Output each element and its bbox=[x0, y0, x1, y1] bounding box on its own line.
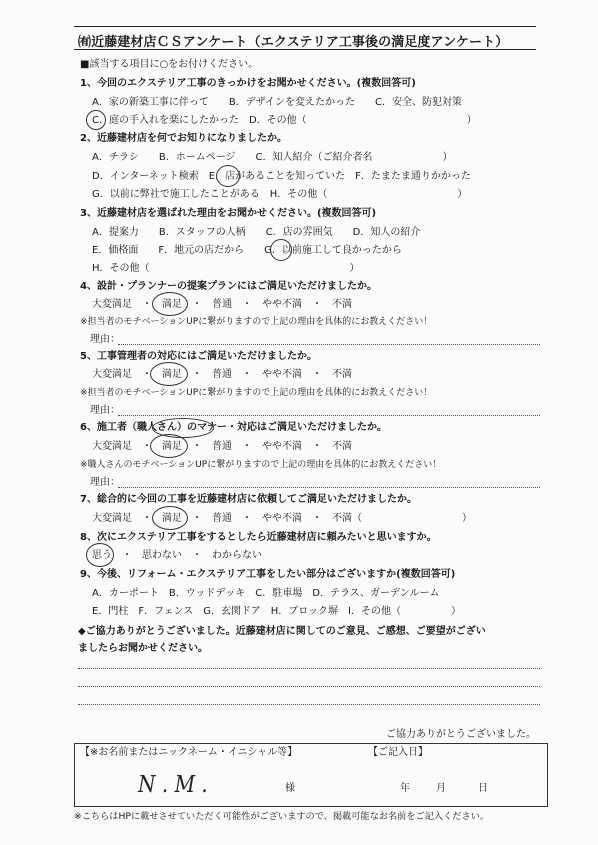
q5-reason-line bbox=[118, 415, 540, 416]
comment-line-2 bbox=[78, 686, 540, 687]
q4-answer-circle bbox=[152, 292, 188, 316]
instruction-text: ■該当する項目に○をお付けください。 bbox=[80, 59, 259, 70]
closing-line2: ましたらお聞かせください。 bbox=[78, 643, 208, 654]
q7-question: 7、総合的に今回の工事を近藤建材店に依頼してご満足いただけましたか。 bbox=[80, 494, 417, 505]
q3-options-line1: A．提案力 B．スタッフの人柄 C．店の雰囲気 D．知人の紹介 bbox=[92, 227, 421, 238]
q8-question: 8、次にエクステリア工事をするとしたら近藤建材店に頼みたいと思いますか。 bbox=[80, 532, 437, 543]
q8-options: 思う ・ 思わない ・ わからない bbox=[92, 550, 262, 561]
survey-title: ㈲近藤建材店ＣＳアンケート（エクステリア工事後の満足度アンケート） bbox=[78, 35, 509, 50]
q5-options: 大変満足 ・ 満足 ・ 普通 ・ やや不満 ・ 不満 bbox=[92, 369, 352, 380]
q9-options-line2: E．門柱 F．フェンス G．玄関ドア H．ブロック塀 I．その他（ ） bbox=[92, 606, 461, 617]
date-label: 【ご記入日】 bbox=[368, 747, 428, 758]
q6-answer-circle bbox=[150, 434, 188, 458]
footer-note: ※こちらはHPに載せさせていただく可能性がございますので、掲載可能なお名前をご記入ください。 bbox=[74, 811, 490, 822]
q4-note: ※担当者のモチベーションUPに繋がりますので上記の理由を具体的にお教えください！ bbox=[80, 317, 433, 327]
q2-options-line3: G．以前に弊社で施工したことがある H．その他（ ） bbox=[92, 189, 468, 200]
q7-answer-circle bbox=[152, 506, 188, 530]
closing-line1: ◆ご協力ありがとうございました。近藤建材店に関してのご意見、ご感想、ご要望がござい bbox=[78, 626, 486, 637]
q9-options-line1: A．カーポート B．ウッドデッキ C．駐車場 D．テラス、ガーデンルーム bbox=[92, 588, 440, 599]
q7-options: 大変満足 ・ 満足 ・ 普通 ・ やや不満 ・ 不満（ ） bbox=[92, 513, 472, 524]
q2-answer-circle bbox=[216, 165, 240, 187]
q3-answer-circle bbox=[270, 239, 292, 261]
q1-options-line1: A．家の新築工事に伴って B．デザインを変えたかった C．安全、防犯対策 bbox=[92, 97, 462, 108]
q5-answer-circle bbox=[150, 362, 188, 386]
q6-question: 6、施工者（職人さん）のマナー・対応はご満足いただけましたか。 bbox=[80, 422, 387, 433]
comment-line-3 bbox=[78, 704, 540, 705]
q6-reason-label: 理由： bbox=[90, 477, 120, 488]
q2-question: 2、近藤建材店を何でお知りになりましたか。 bbox=[80, 133, 287, 144]
q9-question: 9、今後、リフォーム・エクステリア工事をしたい部分はございますか(複数回答可) bbox=[80, 569, 456, 580]
date-day: 日 bbox=[478, 783, 488, 794]
q6-reason-line bbox=[118, 487, 540, 488]
q4-reason-line bbox=[118, 344, 540, 345]
q4-options: 大変満足 ・ 満足 ・ 普通 ・ やや不満 ・ 不満 bbox=[92, 299, 352, 310]
date-month: 月 bbox=[436, 783, 446, 794]
q8-answer-circle bbox=[86, 543, 114, 567]
q3-options-line3: H．その他（ ） bbox=[92, 263, 360, 274]
thanks-text: ご協力ありがとうございました。 bbox=[386, 729, 536, 740]
q1-answer-circle bbox=[86, 110, 106, 130]
comment-line-1 bbox=[78, 668, 540, 669]
q4-reason-label: 理由： bbox=[90, 334, 120, 345]
q2-options-line1: A．チラシ B．ホームページ C．知人紹介（ご紹介者名 ） bbox=[92, 152, 453, 163]
handwritten-signature: N . M . bbox=[138, 770, 208, 798]
q6-note: ※職人さんのモチベーションUPに繋がりますので上記の理由を具体的にお教えください！ bbox=[80, 460, 442, 470]
q5-reason-label: 理由： bbox=[90, 405, 120, 416]
q3-question: 3、近藤建材店を選ばれた理由をお聞かせください。(複数回答可) bbox=[80, 208, 377, 219]
honorific-sama: 様 bbox=[285, 783, 295, 794]
survey-title-frame bbox=[74, 26, 536, 50]
name-label: 【※お名前またはニックネーム・イニシャル等】 bbox=[80, 747, 298, 758]
q5-note: ※担当者のモチベーションUPに繋がりますので上記の理由を具体的にお教えください！ bbox=[80, 388, 433, 398]
q1-options-line2: C．庭の手入れを楽にしたかった D．その他（ ） bbox=[92, 115, 477, 126]
q4-question: 4、設計・プランナーの提案プランにはご満足いただけましたか。 bbox=[80, 281, 377, 292]
q5-question: 5、工事管理者の対応にはご満足いただけましたか。 bbox=[80, 351, 317, 362]
q2-options-line2: D．インターネット検索 E．店があることを知っていた F．たまたま通りかかった bbox=[92, 171, 471, 182]
date-year: 年 bbox=[400, 783, 410, 794]
q1-question: 1、今回のエクステリア工事のきっかけをお聞かせください。(複数回答可) bbox=[80, 78, 416, 89]
q6-options: 大変満足 ・ 満足 ・ 普通 ・ やや不満 ・ 不満 bbox=[92, 441, 352, 452]
q3-options-line2: E．価格面 F．地元の店だから G．以前施工して良かったから bbox=[92, 245, 402, 256]
